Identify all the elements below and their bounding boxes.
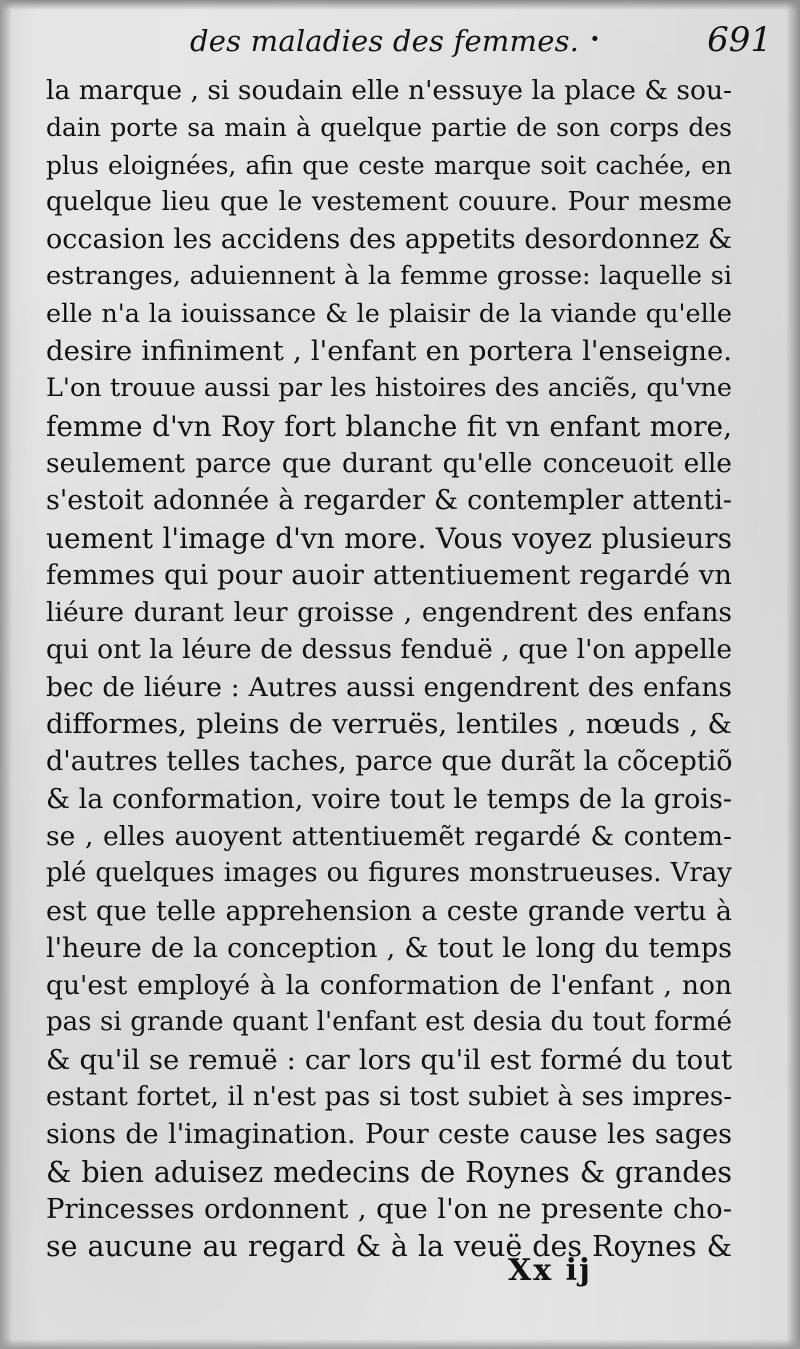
text-line: difformes, pleins de verruës, lentiles , nœuds , & — [46, 708, 732, 741]
text-line: & qu'il se remuë : car lors qu'il est formé du tout — [46, 1043, 732, 1076]
text-line: se , elles auoyent attentiuemẽt regardé & contem- — [46, 820, 732, 852]
text-line: desire infiniment , l'enfant en portera l'enseigne. — [46, 335, 732, 368]
signature-mark: Xx ij — [508, 1253, 592, 1288]
text-line: l'heure de la conception , & tout le long du temps — [46, 932, 732, 964]
text-line: & bien aduisez medecins de Roynes & grandes — [46, 1155, 732, 1189]
header-separator: · — [590, 22, 600, 55]
text-line: plus eloignées, afin que ceste marque soit cachée, en — [46, 150, 732, 180]
text-line: liéure durant leur groisse , engendrent des enfans — [46, 597, 732, 629]
text-line: dain porte sa main à quelque partie de son corps des — [46, 113, 732, 143]
text-line: femmes qui pour auoir attentiuement regardé vn — [46, 558, 732, 591]
page-header — [40, 18, 780, 74]
text-line: & la conformation, voire tout le temps de la grois- — [46, 783, 732, 815]
text-line: Princesses ordonnent , que l'on ne presente cho- — [46, 1192, 732, 1225]
text-line: la marque , si soudain elle n'essuye la place & sou- — [46, 75, 732, 106]
scan-edge-bottom — [0, 1339, 800, 1349]
text-line: seulement parce que durant qu'elle conceuoit elle — [46, 447, 732, 479]
scan-edge-right — [786, 0, 800, 1349]
text-line: bec de liéure : Autres aussi engendrent des enfans — [46, 671, 732, 703]
text-line: se aucune au regard & à la veuë des Roynes & — [46, 1230, 732, 1264]
text-line: qui ont la léure de dessus fenduë , que l'on appelle — [46, 634, 732, 666]
body-text — [46, 72, 732, 1266]
text-line: quelque lieu que le vestement couure. Pour mesme — [46, 186, 732, 217]
text-line: plé quelques images ou figures monstrueuses. Vray — [46, 858, 732, 889]
text-line: femme d'vn Roy fort blanche fit vn enfant more, — [46, 409, 732, 443]
text-line: pas si grande quant l'enfant est desia du tout formé — [46, 1007, 732, 1038]
text-line: L'on trouue aussi par les histoires des anciẽs, qu'vne — [46, 373, 732, 404]
text-line: uement l'image d'vn more. Vous voyez plusieurs — [46, 521, 732, 555]
text-line: est que telle apprehension a ceste grande vertu à — [46, 895, 732, 927]
scan-edge-top — [0, 0, 800, 10]
text-line: occasion les accidens des appetits desordonnez & — [46, 224, 732, 256]
text-line: elle n'a la iouissance & le plaisir de la viande qu'elle — [46, 298, 732, 329]
text-line: d'autres telles taches, parce que durãt la cõceptiõ — [46, 746, 733, 778]
text-line: s'estoit adonnée à regarder & contempler attenti- — [46, 485, 732, 517]
running-head: des maladies des femmes. — [190, 24, 580, 58]
scan-edge-left — [0, 0, 12, 1349]
text-line: sions de l'imagination. Pour ceste cause les sages — [46, 1119, 732, 1151]
text-line: estant fortet, il n'est pas si tost subiet à ses impres- — [46, 1082, 732, 1113]
page-number: 691 — [707, 20, 772, 60]
text-line: estranges, aduiennent à la femme grosse: laquelle si — [46, 261, 732, 292]
text-line: qu'est employé à la conformation de l'enfant , non — [46, 970, 732, 1002]
